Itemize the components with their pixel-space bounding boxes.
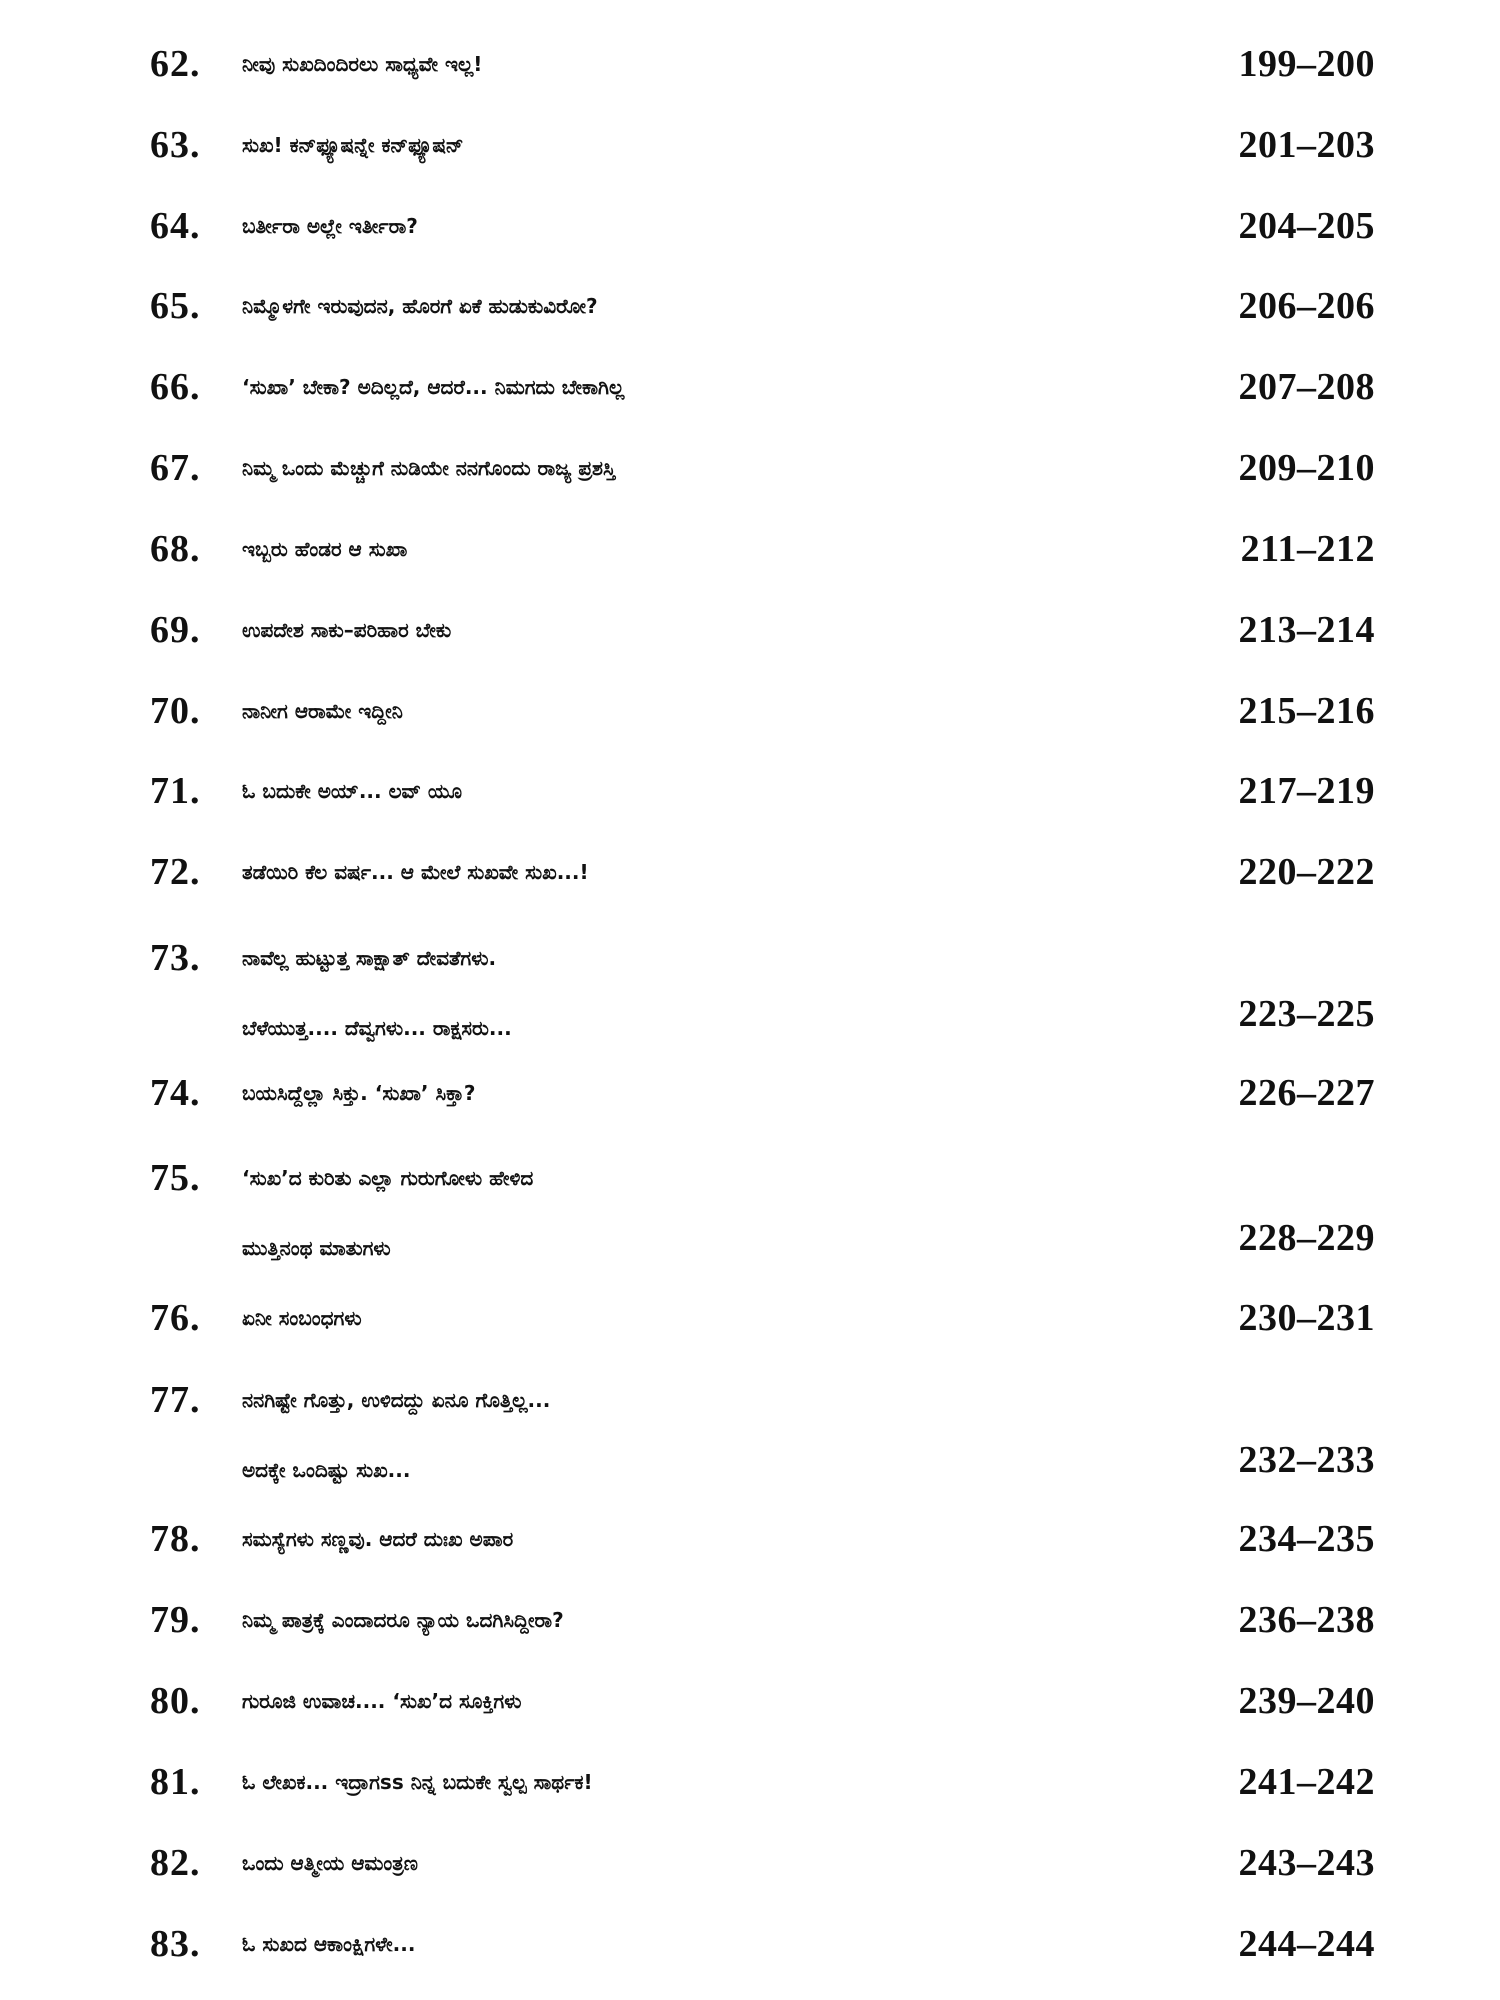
entry-title: [242, 1065, 1202, 1135]
entry-number: 80.: [150, 1680, 201, 1722]
entry-number: 76.: [150, 1297, 201, 1339]
entry-number: 67.: [150, 447, 201, 489]
entry-pages: 207–208: [1238, 366, 1375, 408]
entry-title: [242, 198, 1202, 268]
entry-pages: 209–210: [1238, 447, 1375, 489]
entry-number: 69.: [150, 609, 201, 651]
entry-number: 71.: [150, 770, 201, 812]
entry-pages: 241–242: [1238, 1761, 1375, 1803]
entry-pages: 236–238: [1238, 1599, 1375, 1641]
entry-title-line: ಮುತ್ತಿನಂಥ ಮಾತುಗಳು: [242, 1236, 391, 1260]
entry-title-line: ಗುರೂಜಿ ಉವಾಚ.... ‘ಸುಖ’ದ ಸೂಕ್ತಿಗಳು: [242, 1689, 522, 1713]
entry-title: [242, 683, 1202, 753]
entry-number: 70.: [150, 690, 201, 732]
entry-title: [242, 359, 1202, 429]
entry-number: 68.: [150, 528, 201, 570]
entry-number: 64.: [150, 205, 201, 247]
entry-title-line: ನಿಮ್ಮೊಳಗೇ ಇರುವುದನ, ಹೊರಗೆ ಏಕೆ ಹುಡುಕುವಿರೋ?: [242, 294, 598, 318]
entry-title: [242, 1372, 1202, 1512]
entry-title-line: ತಡೆಯಿರಿ ಕೆಲ ವರ್ಷ... ಆ ಮೇಲೆ ಸುಖವೇ ಸುಖ...!: [242, 860, 589, 884]
entry-number: 65.: [150, 285, 201, 327]
entry-title-line: ನಿಮ್ಮ ಒಂದು ಮೆಚ್ಚುಗೆ ನುಡಿಯೇ ನನಗೊಂದು ರಾಜ್ಯ ಪ್ರಶಸ್ತಿ: [242, 456, 616, 480]
entry-title: [242, 602, 1202, 672]
entry-title: [242, 278, 1202, 348]
entry-title-line: ಬೆಳೆಯುತ್ತ.... ದೆವ್ವಗಳು... ರಾಕ್ಷಸರು...: [242, 1016, 512, 1040]
entry-number: 74.: [150, 1072, 201, 1114]
entry-number: 66.: [150, 366, 201, 408]
entry-number: 75.: [150, 1157, 201, 1199]
entry-pages: 199–200: [1238, 43, 1375, 85]
entry-title: [242, 521, 1202, 591]
entry-title-line: ಓ ಬದುಕೇ ಅಯ್... ಲವ್ ಯೂ: [242, 779, 463, 803]
entry-title: [242, 1673, 1202, 1743]
entry-title-line: ಸಮಸ್ಯೆಗಳು ಸಣ್ಣವು. ಆದರೆ ದುಃಖ ಅಪಾರ: [242, 1527, 514, 1551]
entry-title: [242, 1592, 1202, 1662]
entry-title-line: ಏನೀ ಸಂಬಂಧಗಳು: [242, 1306, 362, 1330]
entry-title: [242, 1511, 1202, 1581]
entry-number: 73.: [150, 937, 201, 979]
entry-title: [242, 440, 1202, 510]
entry-pages: 223–225: [1238, 993, 1375, 1035]
entry-title-line: ಬರ್ತೀರಾ ಅಲ್ಲೇ ಇರ್ತೀರಾ?: [242, 214, 418, 238]
entry-number: 72.: [150, 851, 201, 893]
entry-title-line: ‘ಸುಖ’ದ ಕುರಿತು ಎಲ್ಲಾ ಗುರುಗೋಳು ಹೇಳಿದ: [242, 1166, 534, 1190]
entry-title: [242, 117, 1202, 187]
entry-pages: 211–212: [1240, 528, 1375, 570]
entry-pages: 239–240: [1238, 1680, 1375, 1722]
entry-pages: 230–231: [1238, 1297, 1375, 1339]
entry-title: [242, 930, 1202, 1070]
entry-title-line: ಒಂದು ಆತ್ಮೀಯ ಆಮಂತ್ರಣ: [242, 1851, 418, 1875]
entry-title: [242, 1916, 1202, 1986]
entry-title: [242, 1290, 1202, 1360]
entry-pages: 234–235: [1238, 1518, 1375, 1560]
entry-number: 63.: [150, 124, 201, 166]
entry-title-line: ನಾವೆಲ್ಲ ಹುಟ್ಟುತ್ತ ಸಾಕ್ಷಾತ್ ದೇವತೆಗಳು.: [242, 946, 497, 970]
entry-title: [242, 763, 1202, 833]
entry-title-line: ನಾನೀಗ ಆರಾಮೇ ಇದ್ದೀನಿ: [242, 699, 403, 723]
entry-pages: 204–205: [1238, 205, 1375, 247]
entry-number: 77.: [150, 1379, 201, 1421]
entry-title-line: ಅದಕ್ಕೇ ಒಂದಿಷ್ಟು ಸುಖ...: [242, 1458, 411, 1482]
entry-pages: 228–229: [1238, 1217, 1375, 1259]
entry-title-line: ಸುಖ! ಕನ್‌ಫ್ಯೂಷನ್ನೇ ಕನ್‌ಫ್ಯೂಷನ್: [242, 133, 464, 157]
entry-number: 62.: [150, 43, 201, 85]
entry-pages: 220–222: [1238, 851, 1375, 893]
entry-number: 82.: [150, 1842, 201, 1884]
entry-title: [242, 1754, 1202, 1824]
entry-pages: 217–219: [1238, 770, 1375, 812]
entry-pages: 244–244: [1238, 1923, 1375, 1965]
entry-title-line: ಬಯಸಿದ್ದೆಲ್ಲಾ ಸಿಕ್ತು. ‘ಸುಖಾ’ ಸಿಕ್ತಾ?: [242, 1081, 476, 1105]
entry-number: 83.: [150, 1923, 201, 1965]
entry-pages: 243–243: [1238, 1842, 1375, 1884]
entry-title-line: ನಿಮ್ಮ ಪಾತ್ರಕ್ಕೆ ಎಂದಾದರೂ ನ್ಯಾಯ ಒದಗಿಸಿದ್ದೀರಾ?: [242, 1608, 564, 1632]
entry-number: 78.: [150, 1518, 201, 1560]
entry-pages: 213–214: [1238, 609, 1375, 651]
entry-title-line: ‘ಸುಖಾ’ ಬೇಕಾ? ಅದಿಲ್ಲದೆ, ಆದರೆ... ನಿಮಗದು ಬೇಕಾಗಿಲ್ಲ: [242, 375, 625, 399]
entry-pages: 206–206: [1238, 285, 1375, 327]
entry-pages: 201–203: [1238, 124, 1375, 166]
entry-title: [242, 1150, 1202, 1290]
entry-title-line: ನನಗಿಷ್ಟೇ ಗೊತ್ತು, ಉಳಿದದ್ದು ಏನೂ ಗೊತ್ತಿಲ್ಲ...: [242, 1388, 551, 1412]
entry-title-line: ಓ ಸುಖದ ಆಕಾಂಕ್ಷಿಗಳೇ...: [242, 1932, 416, 1956]
entry-pages: 226–227: [1238, 1072, 1375, 1114]
entry-pages: 232–233: [1238, 1439, 1375, 1481]
entry-title-line: ಉಪದೇಶ ಸಾಕು–ಪರಿಹಾರ ಬೇಕು: [242, 618, 452, 642]
entry-title: [242, 1835, 1202, 1905]
entry-title-line: ನೀವು ಸುಖದಿಂದಿರಲು ಸಾಧ್ಯವೇ ಇಲ್ಲ!: [242, 52, 483, 76]
entry-title-line: ಇಬ್ಬರು ಹೆಂಡರ ಆ ಸುಖಾ: [242, 537, 408, 561]
entry-title-line: ಓ ಲೇಖಕ... ಇದ್ರಾಗss ನಿನ್ನ ಬದುಕೇ ಸ್ವಲ್ಪ ಸಾರ್ಥಕ!: [242, 1770, 593, 1794]
entry-pages: 215–216: [1238, 690, 1375, 732]
entry-title: [242, 844, 1202, 914]
entry-number: 79.: [150, 1599, 201, 1641]
entry-title: [242, 36, 1202, 106]
entry-number: 81.: [150, 1761, 201, 1803]
